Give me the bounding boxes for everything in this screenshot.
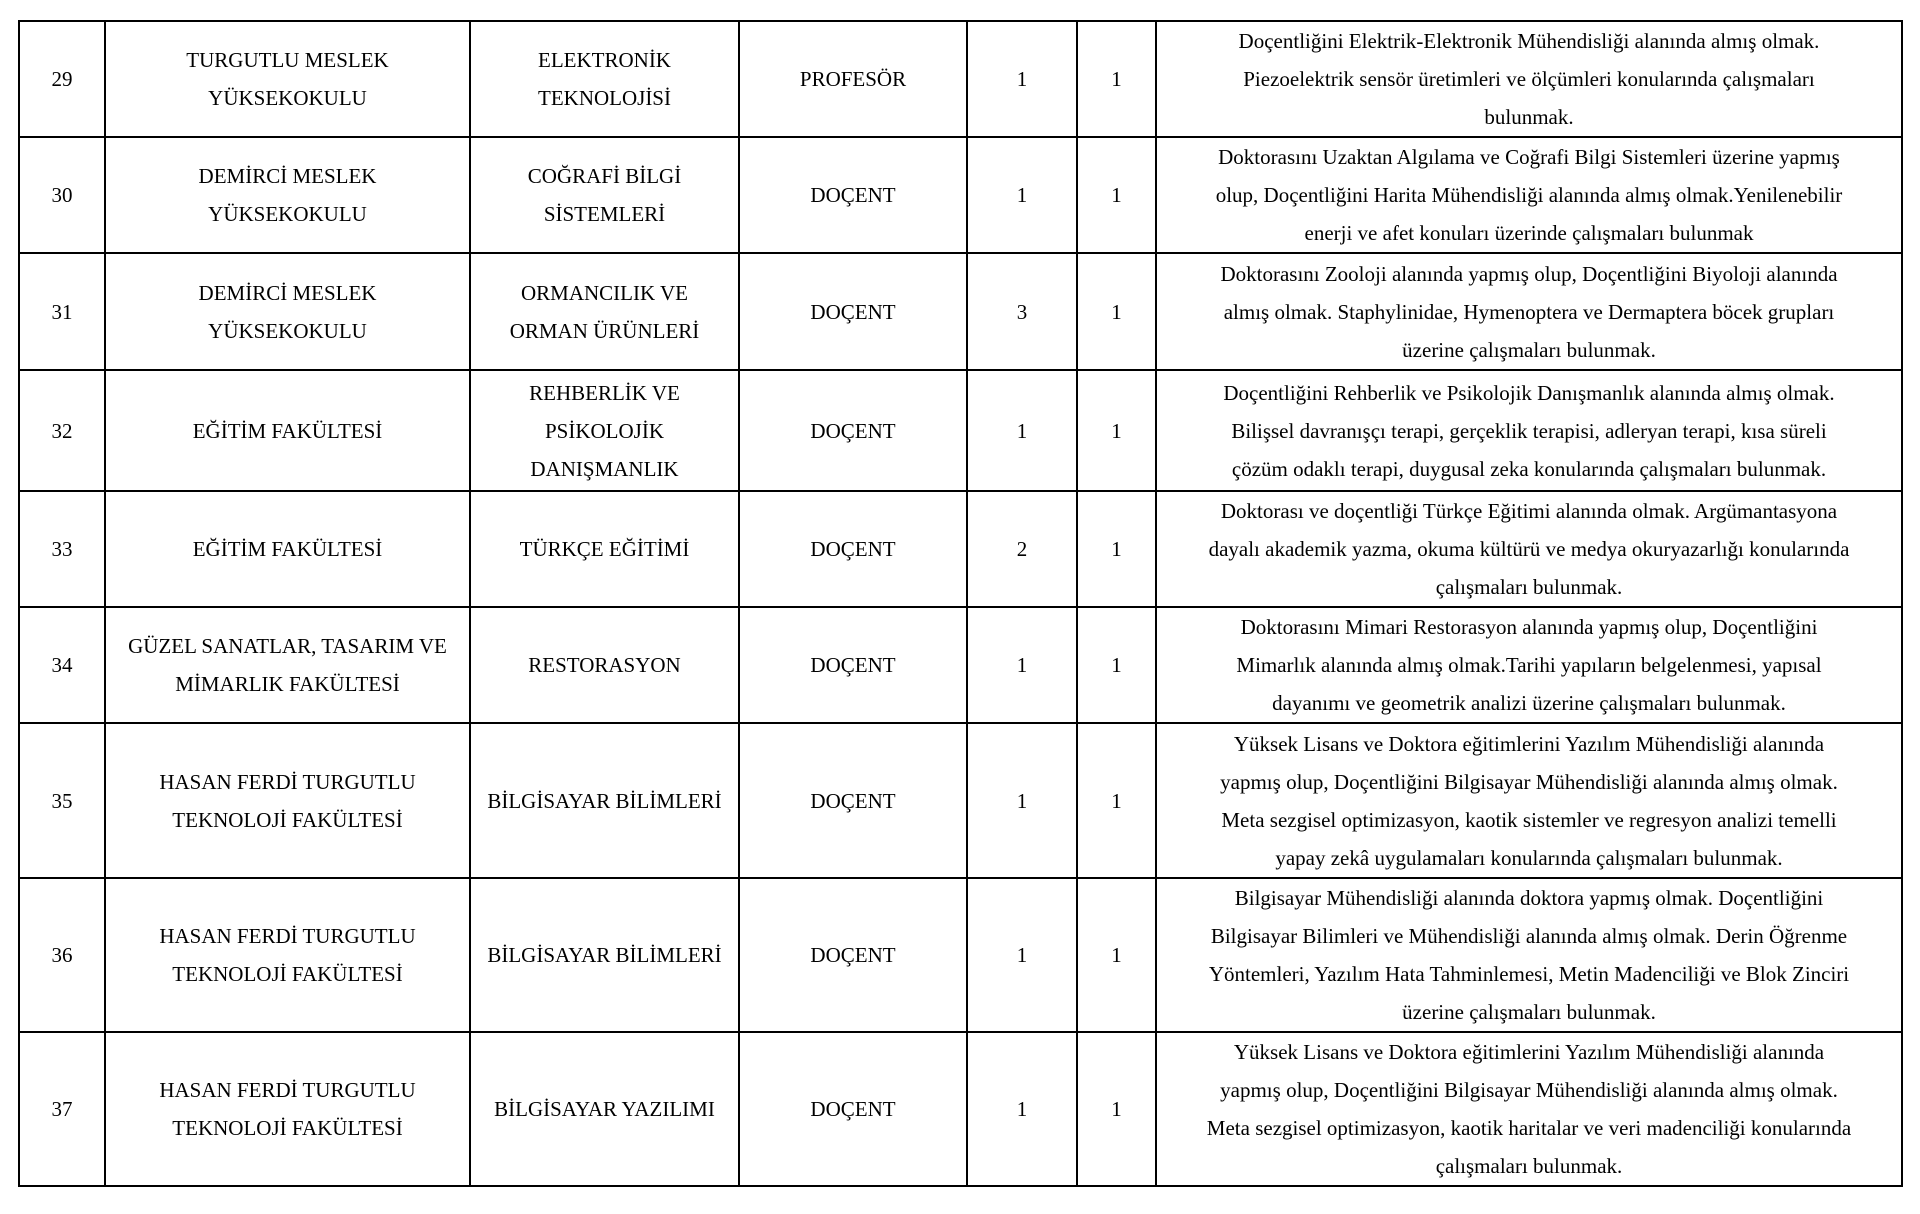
department-cell xyxy=(470,607,739,723)
department-cell xyxy=(470,253,739,370)
unit-line: YÜKSEKOKULU xyxy=(208,202,367,226)
unit-cell xyxy=(105,723,470,878)
unit-line: HASAN FERDİ TURGUTLU xyxy=(159,769,416,794)
table-row xyxy=(19,723,1902,878)
requirements-line: Yüksek Lisans ve Doktora eğitimlerini Yazılım Mühendisliği alanında xyxy=(1233,1040,1825,1064)
table-row xyxy=(19,370,1902,491)
requirements-line: çalışmaları bulunmak. xyxy=(1435,1154,1623,1178)
requirements-line: olup, Doçentliğini Harita Mühendisliği alanında almış olmak.Yenilenebilir xyxy=(1215,183,1843,207)
requirements-cell xyxy=(1156,370,1902,491)
unit-cell xyxy=(105,253,470,370)
requirements-line: Yöntemleri, Yazılım Hata Tahminlemesi, Metin Madenciliği ve Blok Zinciri xyxy=(1208,962,1850,986)
count-a-cell: 1 xyxy=(967,21,1077,137)
count-a-cell: 1 xyxy=(967,137,1077,253)
title-cell: DOÇENT xyxy=(739,137,967,253)
department-line: ORMANCILIK VE xyxy=(520,280,689,305)
unit-line: TEKNOLOJİ FAKÜLTESİ xyxy=(172,1116,403,1140)
unit-cell xyxy=(105,137,470,253)
unit-line: DEMİRCİ MESLEK xyxy=(198,280,377,305)
requirements-line: almış olmak. Staphylinidae, Hymenoptera ve Dermaptera böcek grupları xyxy=(1223,299,1835,324)
requirements-line: enerji ve afet konuları üzerinde çalışmaları bulunmak xyxy=(1304,221,1754,245)
title-cell: DOÇENT xyxy=(739,723,967,878)
requirements-line: Bilgisayar Bilimleri ve Mühendisliği alanında almış olmak. Derin Öğrenme xyxy=(1210,924,1848,948)
count-b-cell: 1 xyxy=(1077,491,1156,607)
requirements-line: Yüksek Lisans ve Doktora eğitimlerini Yazılım Mühendisliği alanında xyxy=(1233,731,1825,756)
title-cell: PROFESÖR xyxy=(739,21,967,137)
unit-cell xyxy=(105,21,470,137)
requirements-cell xyxy=(1156,723,1902,878)
requirements-cell xyxy=(1156,253,1902,370)
row-number-cell: 37 xyxy=(19,1032,105,1186)
department-cell xyxy=(470,1032,739,1186)
title-cell: DOÇENT xyxy=(739,491,967,607)
unit-line: TEKNOLOJİ FAKÜLTESİ xyxy=(172,962,403,986)
department-line: SİSTEMLERİ xyxy=(543,202,666,226)
requirements-line: dayanımı ve geometrik analizi üzerine çalışmaları bulunmak. xyxy=(1272,691,1786,715)
unit-cell xyxy=(105,878,470,1032)
department-line: PSİKOLOJİK xyxy=(544,418,664,443)
department-cell xyxy=(470,723,739,878)
requirements-line: Doktorasını Zooloji alanında yapmış olup, Doçentliğini Biyoloji alanında xyxy=(1220,261,1838,286)
table-row xyxy=(19,137,1902,253)
title-cell: DOÇENT xyxy=(739,253,967,370)
requirements-cell xyxy=(1156,607,1902,723)
requirements-line: üzerine çalışmaları bulunmak. xyxy=(1402,337,1656,362)
requirements-line: üzerine çalışmaları bulunmak. xyxy=(1402,1000,1656,1024)
requirements-cell xyxy=(1156,491,1902,607)
row-number-cell: 29 xyxy=(19,21,105,137)
title-cell: DOÇENT xyxy=(739,607,967,723)
requirements-cell xyxy=(1156,878,1902,1032)
requirements-line: dayalı akademik yazma, okuma kültürü ve medya okuryazarlığı konularında xyxy=(1208,537,1850,561)
requirements-line: Bilgisayar Mühendisliği alanında doktora yapmış olmak. Doçentliğini xyxy=(1234,886,1824,910)
unit-cell xyxy=(105,1032,470,1186)
department-line: ORMAN ÜRÜNLERİ xyxy=(509,318,700,343)
requirements-line: Doktorasını Uzaktan Algılama ve Coğrafi Bilgi Sistemleri üzerine yapmış xyxy=(1218,145,1840,169)
count-b-cell: 1 xyxy=(1077,607,1156,723)
requirements-line: Meta sezgisel optimizasyon, kaotik haritalar ve veri madenciliği konularında xyxy=(1206,1116,1852,1140)
count-b-cell: 1 xyxy=(1077,370,1156,491)
department-line: DANIŞMANLIK xyxy=(530,456,679,481)
requirements-cell xyxy=(1156,1032,1902,1186)
title-cell: DOÇENT xyxy=(739,878,967,1032)
requirements-line: Doktorası ve doçentliği Türkçe Eğitimi alanında olmak. Argümantasyona xyxy=(1220,499,1838,523)
department-line: TÜRKÇE EĞİTİMİ xyxy=(519,537,690,561)
table-row xyxy=(19,491,1902,607)
requirements-line: çalışmaları bulunmak. xyxy=(1435,575,1623,599)
department-line: REHBERLİK VE xyxy=(529,380,680,405)
requirements-line: yapmış olup, Doçentliğini Bilgisayar Mühendisliği alanında almış olmak. xyxy=(1220,769,1838,794)
requirements-cell xyxy=(1156,137,1902,253)
count-a-cell: 1 xyxy=(967,878,1077,1032)
requirements-line: Doçentliğini Rehberlik ve Psikolojik Danışmanlık alanında almış olmak. xyxy=(1223,380,1835,405)
requirements-line: Meta sezgisel optimizasyon, kaotik sistemler ve regresyon analizi temelli xyxy=(1221,807,1837,832)
row-number-cell: 36 xyxy=(19,878,105,1032)
department-cell xyxy=(470,137,739,253)
unit-line: YÜKSEKOKULU xyxy=(208,86,367,110)
requirements-line: Mimarlık alanında almış olmak.Tarihi yapıların belgelenmesi, yapısal xyxy=(1236,653,1822,677)
row-number-cell: 30 xyxy=(19,137,105,253)
unit-line: GÜZEL SANATLAR, TASARIM VE xyxy=(128,634,447,658)
unit-cell xyxy=(105,370,470,491)
requirements-line: Doktorasını Mimari Restorasyon alanında yapmış olup, Doçentliğini xyxy=(1240,615,1818,639)
unit-line: HASAN FERDİ TURGUTLU xyxy=(159,1078,416,1102)
row-number-cell: 33 xyxy=(19,491,105,607)
count-a-cell: 1 xyxy=(967,607,1077,723)
table-row xyxy=(19,21,1902,137)
requirements-line: Doçentliğini Elektrik-Elektronik Mühendisliği alanında almış olmak. xyxy=(1238,29,1820,53)
requirements-line: Piezoelektrik sensör üretimleri ve ölçümleri konularında çalışmaları xyxy=(1243,67,1815,91)
count-b-cell: 1 xyxy=(1077,253,1156,370)
count-a-cell: 2 xyxy=(967,491,1077,607)
count-b-cell: 1 xyxy=(1077,1032,1156,1186)
row-number-cell: 34 xyxy=(19,607,105,723)
positions-table xyxy=(18,20,1903,1187)
count-a-cell: 1 xyxy=(967,370,1077,491)
department-cell xyxy=(470,878,739,1032)
count-b-cell: 1 xyxy=(1077,723,1156,878)
department-line: BİLGİSAYAR BİLİMLERİ xyxy=(487,943,722,967)
unit-line: MİMARLIK FAKÜLTESİ xyxy=(175,672,400,696)
count-a-cell: 1 xyxy=(967,723,1077,878)
unit-line: TEKNOLOJİ FAKÜLTESİ xyxy=(172,807,403,832)
unit-cell xyxy=(105,607,470,723)
row-number-cell: 32 xyxy=(19,370,105,491)
department-line: RESTORASYON xyxy=(528,653,681,677)
table-row xyxy=(19,1032,1902,1186)
positions-table-body xyxy=(19,21,1902,1186)
table-row xyxy=(19,253,1902,370)
table-row xyxy=(19,878,1902,1032)
department-line: BİLGİSAYAR YAZILIMI xyxy=(494,1097,715,1121)
department-cell xyxy=(470,21,739,137)
department-line: BİLGİSAYAR BİLİMLERİ xyxy=(487,788,722,813)
title-cell: DOÇENT xyxy=(739,1032,967,1186)
unit-cell xyxy=(105,491,470,607)
unit-line: YÜKSEKOKULU xyxy=(208,318,367,343)
requirements-line: çözüm odaklı terapi, duygusal zeka konularında çalışmaları bulunmak. xyxy=(1231,456,1827,481)
unit-line: EĞİTİM FAKÜLTESİ xyxy=(192,418,383,443)
requirements-line: yapay zekâ uygulamaları konularında çalışmaları bulunmak. xyxy=(1275,845,1783,870)
department-line: TEKNOLOJİSİ xyxy=(538,86,671,110)
row-number-cell: 31 xyxy=(19,253,105,370)
count-a-cell: 3 xyxy=(967,253,1077,370)
unit-line: TURGUTLU MESLEK xyxy=(186,48,389,72)
count-b-cell: 1 xyxy=(1077,137,1156,253)
department-cell xyxy=(470,370,739,491)
table-row xyxy=(19,607,1902,723)
title-cell: DOÇENT xyxy=(739,370,967,491)
count-b-cell: 1 xyxy=(1077,21,1156,137)
department-line: ELEKTRONİK xyxy=(538,48,671,72)
requirements-cell xyxy=(1156,21,1902,137)
count-b-cell: 1 xyxy=(1077,878,1156,1032)
requirements-line: bulunmak. xyxy=(1484,105,1574,129)
unit-line: EĞİTİM FAKÜLTESİ xyxy=(192,537,383,561)
count-a-cell: 1 xyxy=(967,1032,1077,1186)
unit-line: DEMİRCİ MESLEK xyxy=(198,164,377,188)
department-line: COĞRAFİ BİLGİ xyxy=(527,164,682,188)
requirements-line: Bilişsel davranışçı terapi, gerçeklik terapisi, adleryan terapi, kısa süreli xyxy=(1231,418,1827,443)
unit-line: HASAN FERDİ TURGUTLU xyxy=(159,924,416,948)
requirements-line: yapmış olup, Doçentliğini Bilgisayar Mühendisliği alanında almış olmak. xyxy=(1220,1078,1838,1102)
department-cell xyxy=(470,491,739,607)
row-number-cell: 35 xyxy=(19,723,105,878)
